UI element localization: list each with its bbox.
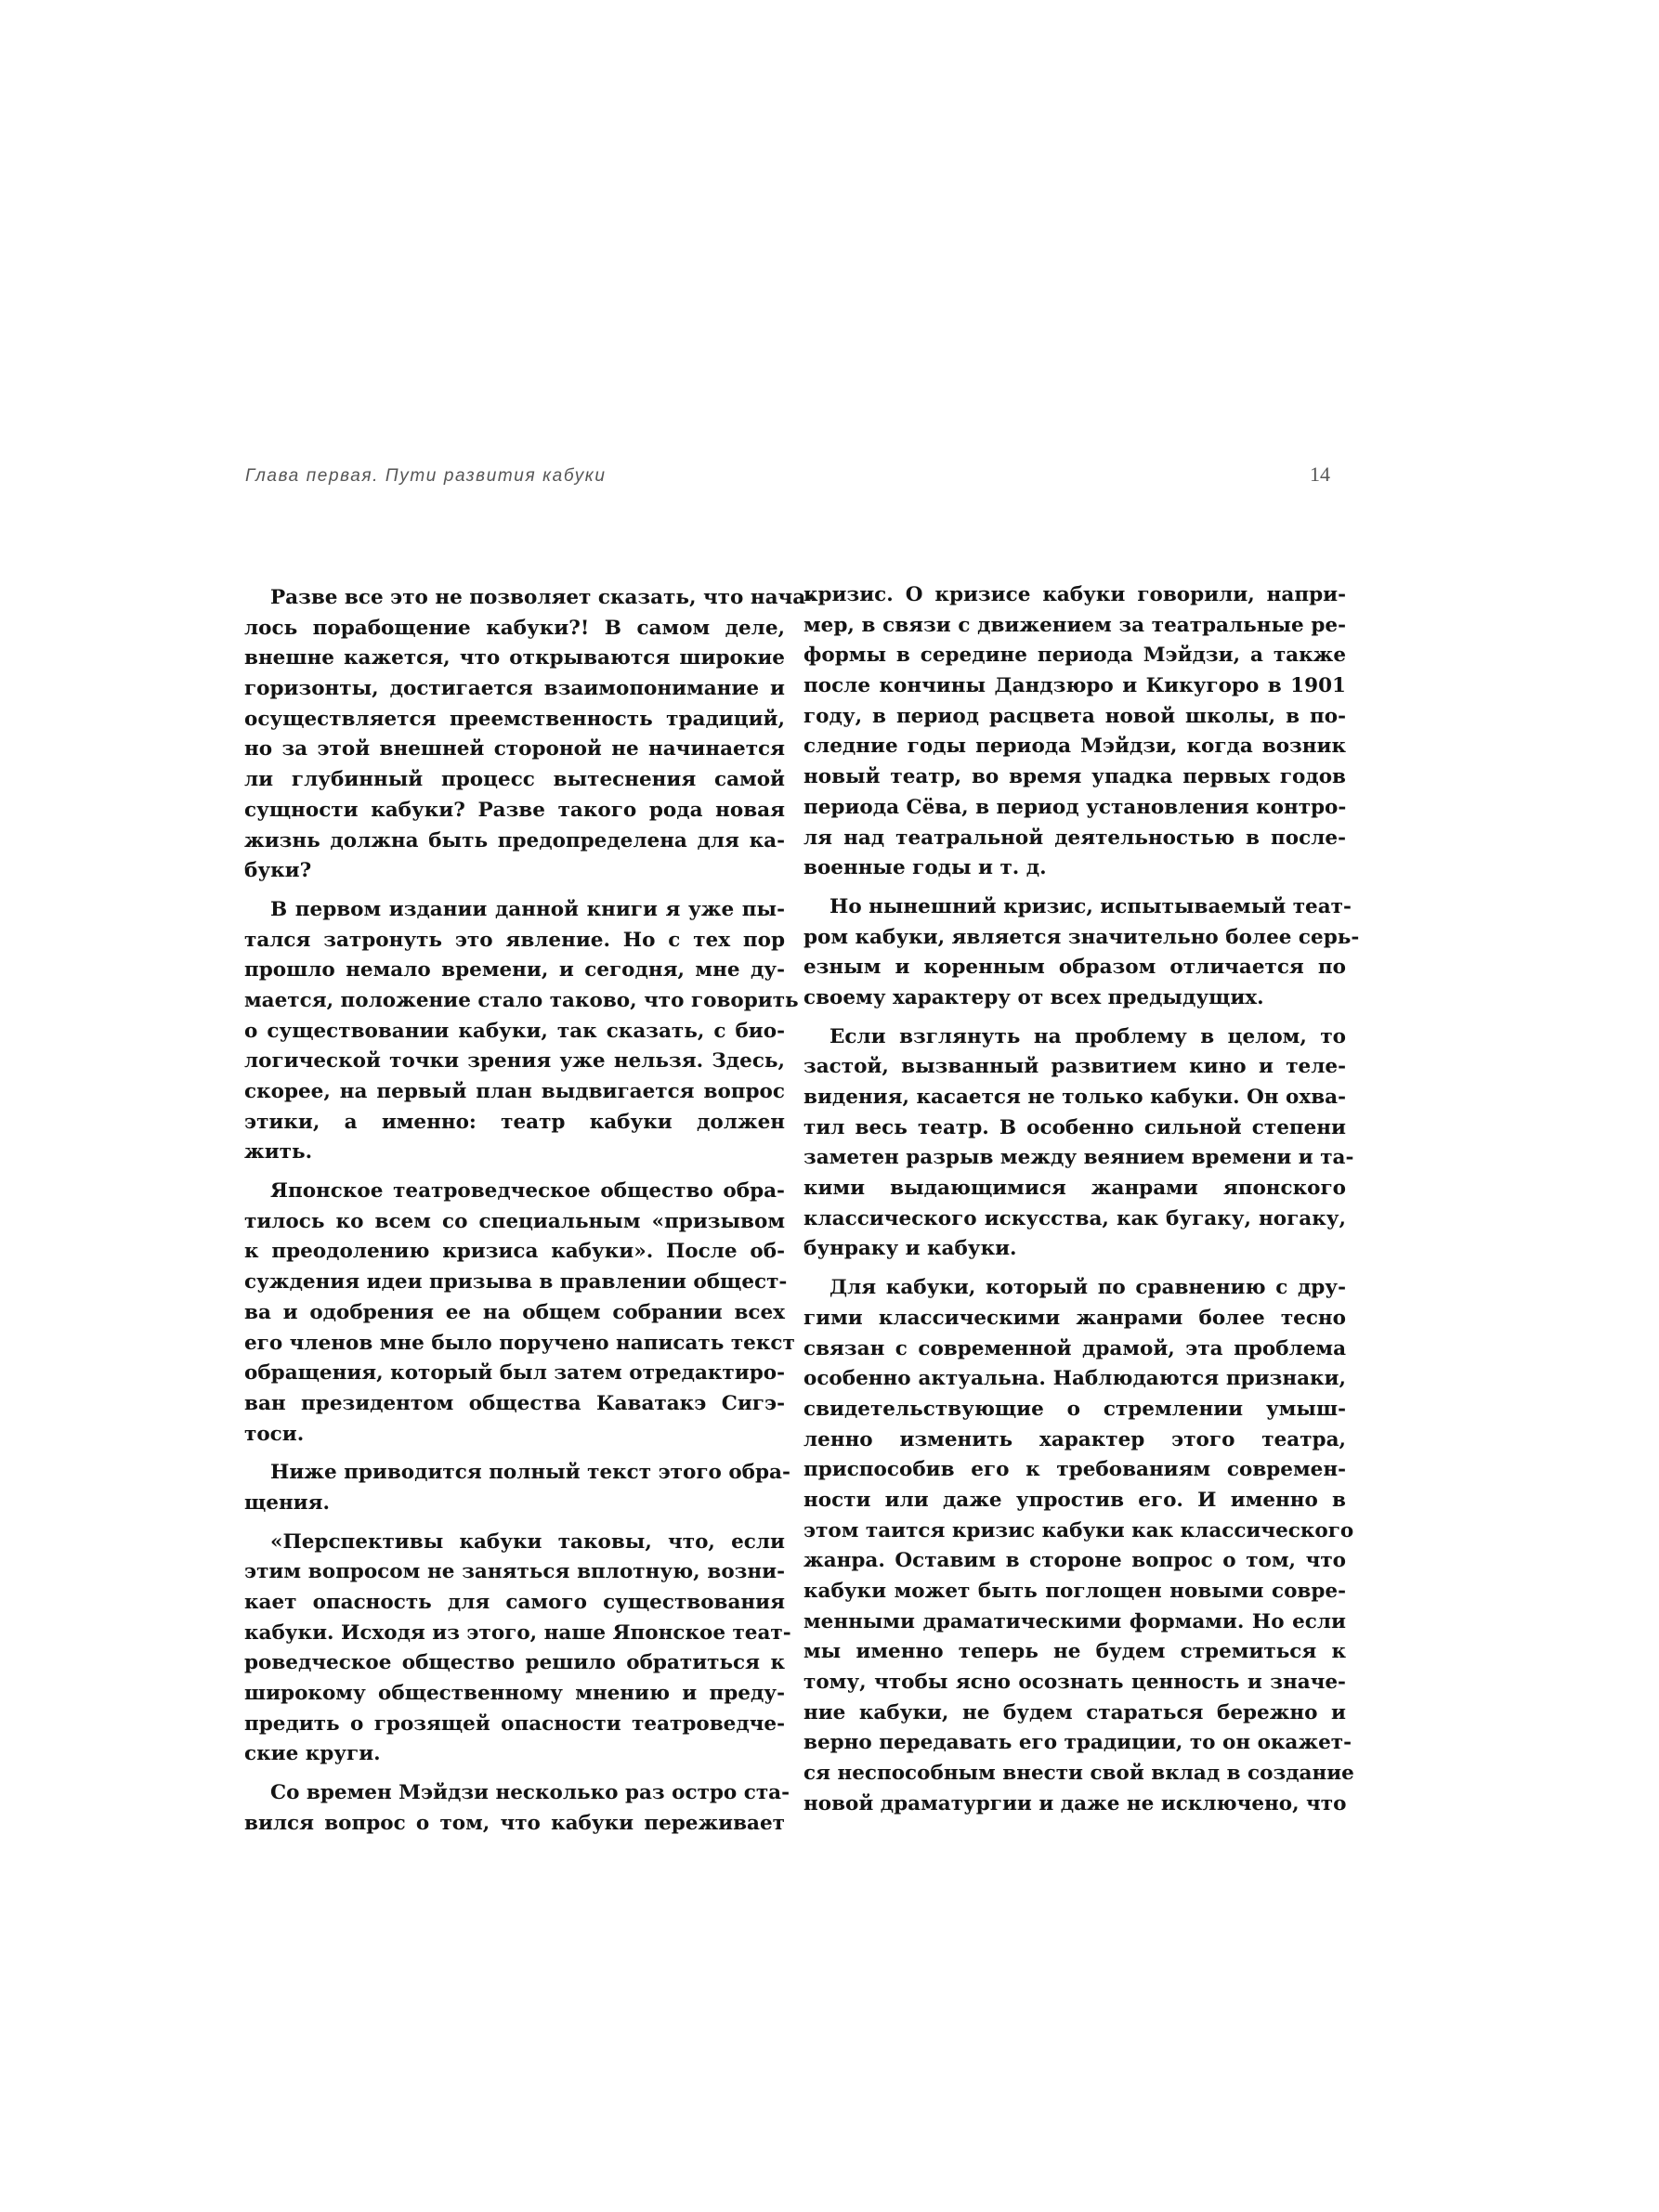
text-line: ленно изменить характер этого театра, — [803, 1427, 1346, 1451]
paragraph — [244, 1458, 790, 1518]
text-line: жить. — [244, 1140, 313, 1165]
text-line: новой драматургии и даже не исключено, что — [803, 1791, 1347, 1815]
text-line: особенно актуальна. Наблюдаются признаки, — [803, 1367, 1346, 1391]
text-line: мается, положение стало таково, что говорить — [244, 988, 799, 1012]
text-line: году, в период расцвета новой школы, в по- — [803, 704, 1346, 728]
text-line: тилось ко всем со специальным «призывом — [244, 1209, 785, 1233]
paragraph — [244, 583, 815, 887]
text-line: ние кабуки, не будем стараться бережно и — [803, 1700, 1346, 1724]
text-line: кризис. О кризисе кабуки говорили, напри- — [803, 583, 1346, 606]
paragraph — [244, 1528, 791, 1771]
text-line: логической точки зрения уже нельзя. Здесь, — [244, 1049, 785, 1073]
text-line: Если взглянуть на проблему в целом, то — [830, 1024, 1346, 1048]
text-line: внешне кажется, что открываются широкие — [244, 646, 785, 670]
text-line: о существовании кабуки, так сказать, с био- — [244, 1019, 785, 1043]
text-line: Ниже приводится полный текст этого обра- — [270, 1461, 790, 1485]
text-line: лось порабощение кабуки?! В самом деле, — [244, 616, 785, 640]
text-line: прошло немало времени, и сегодня, мне ду- — [244, 958, 785, 982]
paragraph — [244, 895, 799, 1168]
text-line: военные годы и т. д. — [803, 856, 1047, 880]
text-line: приспособив его к требованиям современ- — [803, 1458, 1346, 1482]
text-line: тил весь театр. В особенно сильной степени — [803, 1115, 1346, 1139]
text-line: суждения идеи призыва в правлении общест- — [244, 1270, 788, 1295]
text-line: Со времен Мэйдзи несколько раз остро ста- — [270, 1781, 790, 1805]
text-line: ности или даже упростив его. И именно в — [803, 1488, 1346, 1512]
text-line: обращения, который был затем отредактиро- — [244, 1361, 785, 1386]
text-line: щения. — [244, 1490, 330, 1515]
text-line: заметен разрыв между веянием времени и та- — [803, 1146, 1354, 1170]
text-line: кабуки может быть поглощен новыми совре- — [803, 1580, 1346, 1603]
running-title: Глава первая. Пути развития кабуки — [245, 466, 607, 486]
text-line: Японское театроведческое общество обра- — [270, 1179, 785, 1204]
left-column — [244, 583, 815, 1848]
text-line: «Перспективы кабуки таковы, что, если — [270, 1529, 785, 1554]
text-line: кает опасность для самого существования — [244, 1591, 785, 1614]
page-number: 14 — [1310, 462, 1330, 486]
text-line: своему характеру от всех предыдущих. — [803, 985, 1264, 1009]
text-line: бунраку и кабуки. — [803, 1237, 1017, 1261]
text-line: ван президентом общества Каватакэ Сигэ- — [244, 1391, 785, 1415]
text-line: формы в середине периода Мэйдзи, а также — [803, 644, 1346, 668]
paragraph — [244, 1778, 790, 1839]
paragraph — [244, 1177, 795, 1450]
text-line: периода Сёва, в период установления контро- — [803, 795, 1347, 819]
text-line: жанра. Оставим в стороне вопрос о том, что — [803, 1549, 1346, 1573]
text-line: осуществляется преемственность традиций, — [244, 707, 785, 731]
text-line: следние годы периода Мэйдзи, когда возник — [803, 735, 1346, 759]
text-line: ли глубинный процесс вытеснения самой — [244, 768, 785, 792]
text-line: буки? — [244, 859, 312, 883]
text-line: горизонты, достигается взаимопонимание и — [244, 677, 785, 701]
paragraph — [803, 892, 1360, 1014]
paragraph — [803, 1022, 1354, 1266]
text-line: гими классическими жанрами более тесно — [803, 1306, 1346, 1330]
text-line: тался затронуть это явление. Но с тех пор — [244, 928, 785, 952]
paragraph — [803, 1273, 1354, 1819]
text-line: ские круги. — [244, 1742, 381, 1766]
text-line: этим вопросом не заняться вплотную, возни- — [244, 1560, 785, 1584]
text-line: широкому общественному мнению и преду- — [244, 1682, 785, 1706]
text-line: верно передавать его традиции, то он окажет- — [803, 1731, 1352, 1755]
text-line: ля над театральной деятельностью в после- — [803, 826, 1346, 850]
text-line: к преодолению кризиса кабуки». После об- — [244, 1240, 785, 1264]
text-line: В первом издании данной книги я уже пы- — [270, 897, 785, 921]
text-line: новый театр, во время упадка первых годов — [803, 765, 1346, 789]
text-line: вился вопрос о том, что кабуки переживает — [244, 1811, 785, 1835]
text-line: связан с современной драмой, эта проблема — [803, 1336, 1346, 1360]
text-line: этом таится кризис кабуки как классического — [803, 1518, 1354, 1542]
text-line: тоси. — [244, 1422, 305, 1446]
paragraph — [803, 580, 1346, 884]
text-line: после кончины Дандзюро и Кикугоро в 1901 — [803, 674, 1346, 698]
text-line: предить о грозящей опасности театроведче- — [244, 1711, 785, 1736]
text-line: кими выдающимися жанрами японского — [803, 1177, 1346, 1201]
text-line: сущности кабуки? Разве такого рода новая — [244, 798, 785, 822]
text-line: этики, а именно: театр кабуки должен — [244, 1110, 785, 1134]
text-line: ва и одобрения ее на общем собрании всех — [244, 1300, 785, 1324]
text-line: скорее, на первый план выдвигается вопрос — [244, 1080, 785, 1103]
text-line: Разве все это не позволяет сказать, что нача- — [270, 586, 815, 609]
text-line: но за этой внешней стороной не начинается — [244, 737, 785, 761]
text-line: роведческое общество решило обратиться к — [244, 1651, 785, 1675]
text-line: застой, вызванный развитием кино и теле- — [803, 1055, 1346, 1079]
text-line: ром кабуки, является значительно более серь- — [803, 925, 1360, 949]
text-line: мы именно теперь не будем стремиться к — [803, 1640, 1346, 1664]
text-line: его членов мне было поручено написать текст — [244, 1331, 795, 1355]
text-line: кабуки. Исходя из этого, наше Японское теат- — [244, 1620, 791, 1645]
text-line: видения, касается не только кабуки. Он охва- — [803, 1086, 1346, 1109]
text-line: езным и коренным образом отличается по — [803, 956, 1346, 980]
text-line: классического искусства, как бугаку, ногаку, — [803, 1206, 1346, 1230]
text-line: ся неспособным внести свой вклад в создание — [803, 1762, 1354, 1786]
right-column — [803, 580, 1360, 1828]
text-line: Для кабуки, который по сравнению с дру- — [830, 1276, 1346, 1300]
text-line: менными драматическими формами. Но если — [803, 1609, 1346, 1633]
text-line: тому, чтобы ясно осознать ценность и значе- — [803, 1671, 1346, 1695]
text-line: жизнь должна быть предопределена для ка- — [244, 828, 785, 852]
text-line: свидетельствующие о стремлении умыш- — [803, 1397, 1346, 1421]
text-line: мер, в связи с движением за театральные ре- — [803, 613, 1346, 637]
text-line: Но нынешний кризис, испытываемый теат- — [830, 894, 1352, 918]
